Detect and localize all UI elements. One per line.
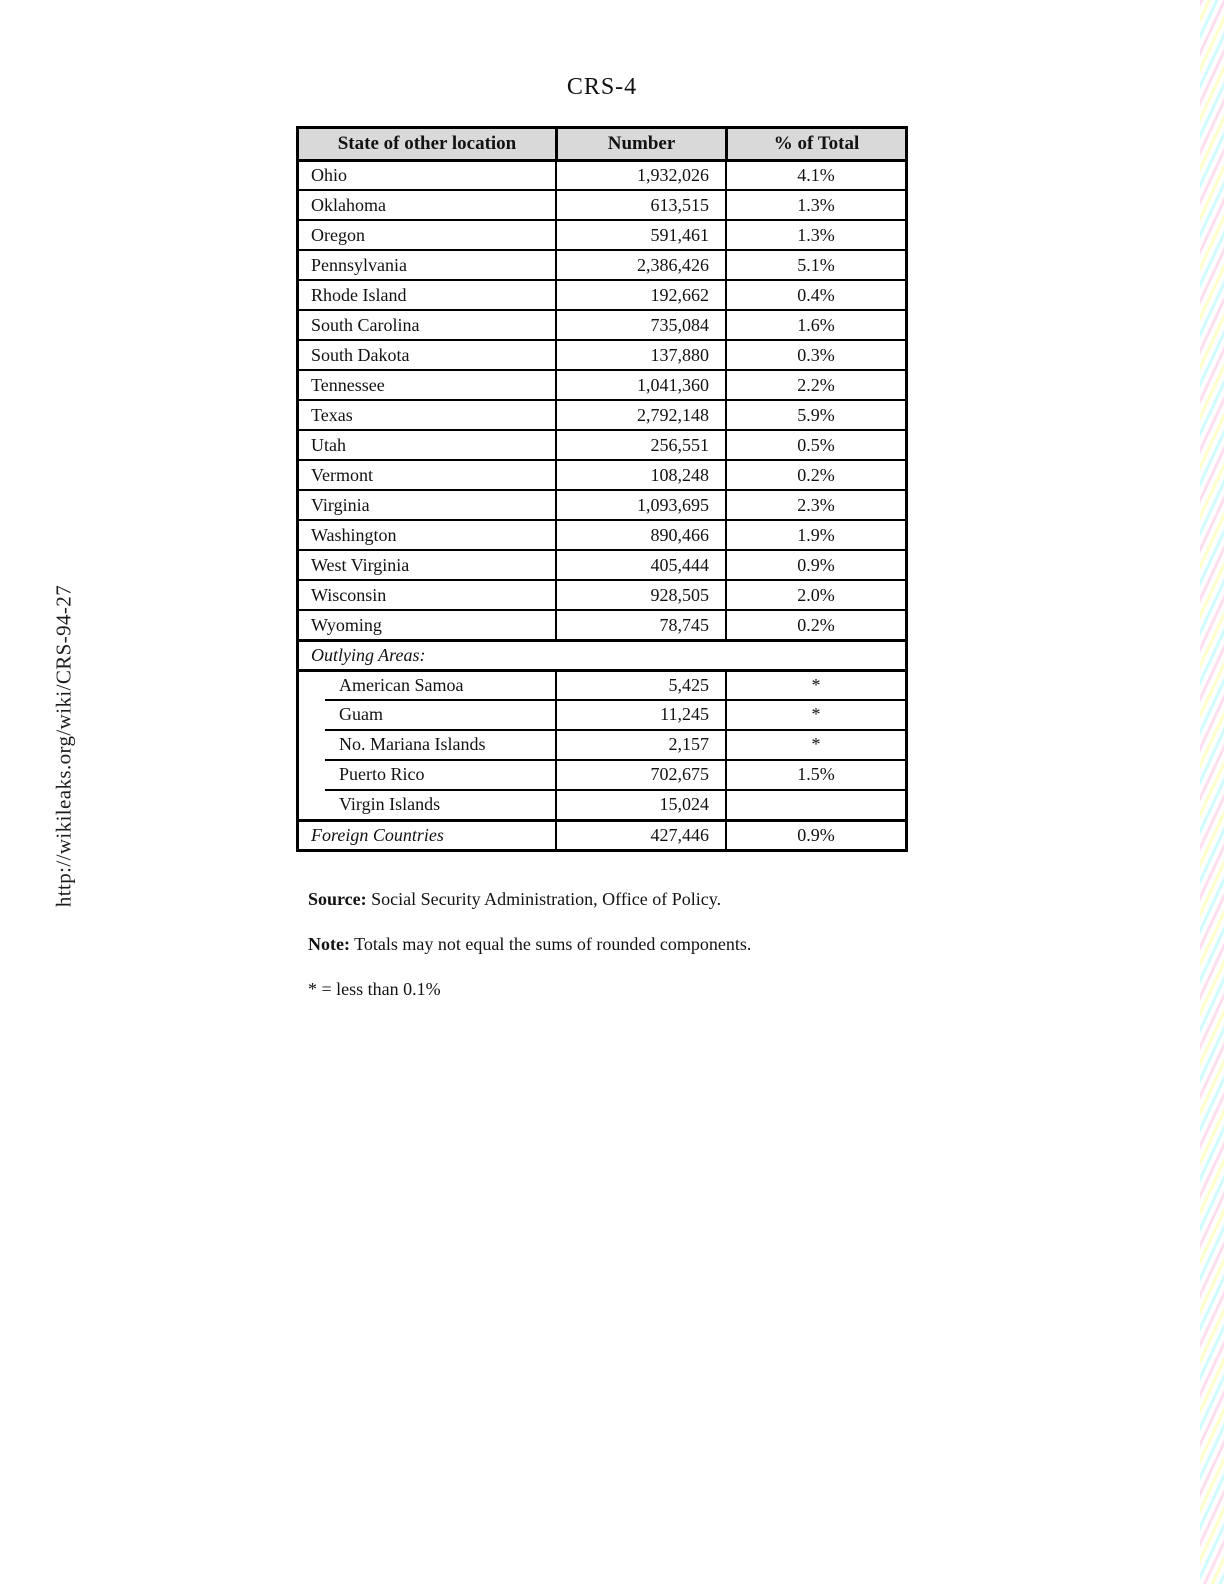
table-header-row (299, 129, 905, 159)
table-row (299, 789, 905, 819)
number-cell: 1,041,360 (555, 371, 725, 399)
number-cell: 15,024 (555, 789, 725, 819)
table-row (299, 489, 905, 519)
asterisk-note: * = less than 0.1% (308, 979, 441, 999)
state-cell: Tennessee (311, 374, 385, 395)
pct-cell: 0.5% (725, 431, 905, 459)
state-cell: Puerto Rico (339, 763, 425, 784)
pct-cell: 2.2% (725, 371, 905, 399)
column-header-state: State of other location (337, 133, 517, 154)
source-label: Source: (308, 889, 367, 909)
number-cell: 2,157 (555, 729, 725, 759)
pct-cell: 2.0% (725, 581, 905, 609)
table-row (299, 249, 905, 279)
rounding-note (308, 934, 908, 955)
table-row (299, 369, 905, 399)
table-row (299, 819, 905, 849)
table-row (299, 219, 905, 249)
pct-cell: * (725, 672, 905, 699)
number-cell: 2,792,148 (555, 401, 725, 429)
number-cell: 591,461 (555, 221, 725, 249)
page-title: CRS-4 (566, 74, 638, 100)
table-notes (308, 889, 908, 1024)
number-cell: 137,880 (555, 341, 725, 369)
state-cell: Utah (311, 434, 346, 455)
column-header-number: Number (555, 129, 725, 159)
table-row (299, 279, 905, 309)
pct-cell: 5.1% (725, 251, 905, 279)
source-note (308, 889, 908, 910)
pct-cell: 5.9% (725, 401, 905, 429)
note-text: Totals may not equal the sums of rounded components. (349, 934, 752, 954)
pct-cell: 0.9% (725, 551, 905, 579)
pct-cell (725, 789, 905, 819)
state-cell: Foreign Countries (311, 825, 444, 845)
table-row (299, 189, 905, 219)
state-cell: Virginia (311, 494, 370, 515)
table-row (299, 459, 905, 489)
state-cell: Pennsylvania (311, 254, 407, 275)
pct-cell: 1.5% (725, 759, 905, 789)
table-row (299, 669, 905, 699)
table-row (299, 429, 905, 459)
pct-cell: 0.3% (725, 341, 905, 369)
state-cell: No. Mariana Islands (339, 733, 486, 754)
pct-cell: 2.3% (725, 491, 905, 519)
source-text: Social Security Administration, Office of Policy. (366, 889, 722, 909)
table-row (299, 399, 905, 429)
state-cell: Wisconsin (311, 584, 387, 605)
number-cell: 613,515 (555, 191, 725, 219)
table-section-row (299, 639, 905, 669)
state-cell: Wyoming (311, 614, 382, 635)
state-cell: West Virginia (311, 554, 410, 575)
state-cell: Vermont (311, 464, 373, 485)
number-cell: 256,551 (555, 431, 725, 459)
number-cell: 192,662 (555, 281, 725, 309)
pct-cell: 1.9% (725, 521, 905, 549)
number-cell: 5,425 (555, 672, 725, 699)
wikileaks-url-watermark: http://wikileaks.org/wiki/CRS-94-27 (51, 584, 76, 908)
pct-cell: 0.9% (725, 822, 905, 849)
number-cell: 1,093,695 (555, 491, 725, 519)
state-cell: Texas (311, 404, 353, 425)
state-cell: South Carolina (311, 314, 420, 335)
table-row (299, 309, 905, 339)
pct-cell: 1.6% (725, 311, 905, 339)
pct-cell: 4.1% (725, 162, 905, 189)
pct-cell: 0.4% (725, 281, 905, 309)
state-cell: American Samoa (339, 675, 464, 695)
state-cell: Oklahoma (311, 194, 386, 215)
table-row (299, 549, 905, 579)
state-cell: Virgin Islands (339, 793, 441, 814)
number-cell: 928,505 (555, 581, 725, 609)
table-row (299, 519, 905, 549)
section-label-cell: Outlying Areas: (311, 645, 426, 665)
number-cell: 427,446 (555, 822, 725, 849)
pct-cell: 0.2% (725, 611, 905, 639)
number-cell: 702,675 (555, 759, 725, 789)
state-cell: South Dakota (311, 344, 410, 365)
number-cell: 405,444 (555, 551, 725, 579)
number-cell: 2,386,426 (555, 251, 725, 279)
number-cell: 890,466 (555, 521, 725, 549)
pct-cell: * (725, 699, 905, 729)
pct-cell: 1.3% (725, 221, 905, 249)
table-row (299, 159, 905, 189)
number-cell: 108,248 (555, 461, 725, 489)
pct-cell: 0.2% (725, 461, 905, 489)
state-cell: Oregon (311, 224, 365, 245)
table-row (299, 729, 905, 759)
table-row (299, 699, 905, 729)
number-cell: 78,745 (555, 611, 725, 639)
page-edge-security-pattern (1200, 0, 1224, 1584)
number-cell: 1,932,026 (555, 162, 725, 189)
table-row (299, 579, 905, 609)
table-body (299, 159, 905, 849)
note-label: Note: (308, 934, 350, 954)
state-cell: Guam (339, 703, 383, 724)
states-table (296, 126, 908, 852)
number-cell: 11,245 (555, 699, 725, 729)
state-cell: Rhode Island (311, 284, 407, 305)
table-row (299, 759, 905, 789)
table-row (299, 339, 905, 369)
number-cell: 735,084 (555, 311, 725, 339)
state-cell: Ohio (311, 165, 347, 185)
pct-cell: 1.3% (725, 191, 905, 219)
pct-cell: * (725, 729, 905, 759)
table-row (299, 609, 905, 639)
state-cell: Washington (311, 524, 397, 545)
column-header-pct: % of Total (725, 129, 905, 159)
